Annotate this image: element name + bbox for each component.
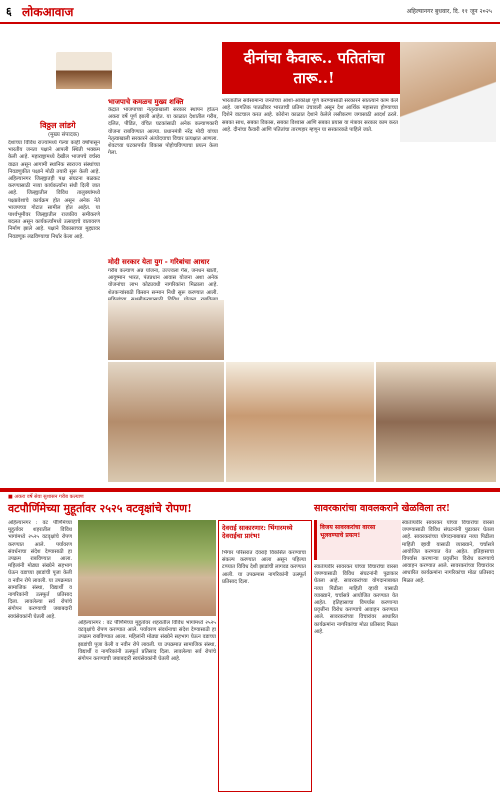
subhead-kamal: भाजपाचे कमळच मुख्य शक्ति	[108, 98, 184, 106]
subhead-modi: मोदी सरकार येता युग - गरिबांचा आधार	[108, 258, 210, 266]
page-number: ६	[6, 5, 12, 18]
editor-photo	[56, 52, 112, 114]
editor-name: विठ्ठल लांडगे	[40, 121, 76, 130]
dateline: अहिल्यानगर बुधवार, दि. ११ जून २०२५	[406, 8, 492, 15]
headline-title: दीनांचा कैवारू.. पतितांचा तारू..!	[243, 49, 385, 87]
photo-meeting	[376, 362, 496, 482]
paper-logo: लोकआवाज	[22, 5, 74, 19]
photo-felicitation	[108, 300, 224, 360]
vat-body: अहिल्यानगर : वट पौर्णिमेच्या मुहूर्तावर शहरातील विविध भागांमध्ये २५२५ वटवृक्षांचे रोपण करण्यात आले. पर्यावरण संवर्धनाचा संदेश देण्यासाठी हा उपक्रम राबविण्यात आला. महिलांनी मोठ्या संख्येने सहभाग घेऊन वडाच्या झाडांची पूजा केली व नवीन रोपे लावली. या उपक्रमात सामाजिक संस्था, विद्यार्थी व नागरिकांनी उत्स्फूर्त प्रतिसाद दिला. लावलेल्या सर्व रोपांचे संगोपन करण्याची जबाबदारी स्वयंसेवकांनी घेतली आहे.	[8, 520, 72, 620]
headline-portrait	[400, 42, 496, 142]
ribbon-text: ■ अकरा वर्षे सेवा सुशासन गरीब कल्याण	[8, 494, 84, 500]
devrai-box-body: भिंगार परिसरात देवराई विकसित करण्याचा संकल्प करण्यात आला असून पहिल्या टप्प्यात विविध देशी झाडांची लागवड करण्यात आली. या उपक्रमास नागरिकांनी उत्स्फूर्त प्रतिसाद दिला.	[222, 550, 306, 585]
masthead	[0, 0, 500, 24]
savarkar-box-title: विजय सावरकरांचा वारसा भूलवण्याचे प्रयत्न!	[320, 524, 376, 539]
savarkar-headline: सावरकारांचा वावलकराने खेळविला तर!	[314, 503, 451, 514]
right-body: भारतातील सर्वसामान्य जनतेच्या आशा-आकांक्षा पूर्ण करण्यासाठी सरकारने सातत्याने काम केले आहे. जागतिक पातळीवर भारताची प्रतिमा उंचावली असून देश आर्थिक महासत्ता होण्याच्या दिशेने वाटचाल करत आहे. कोरोना काळात देशाने केलेले लसीकरण जगासाठी आदर्श ठरले. सबका साथ, सबका विकास, सबका विश्वास आणि सबका प्रयास या मंत्रावर सरकार काम करत आहे. दीनांचा कैवारी आणि पतितांचा तारणहार म्हणून या सरकारकडे पाहिले जाते.	[222, 98, 398, 133]
photo-event-crowd	[226, 362, 374, 482]
profile-body: देशाच्या विविध राज्यांमध्ये गेल्या काही वर्षांपासून भारतीय जनता पक्षाने आपली स्थिती भक्कम केली आहे. महाराष्ट्रामध्ये देखील भाजपचे वर्चस्व वाढत असून आगामी स्थानिक स्वराज्य संस्थांच्या निवडणुकीत पक्षाने मोठी तयारी सुरू केली आहे. अहिल्यानगर जिल्ह्यातही पक्ष संघटना बळकट करण्यासाठी नव्या कार्यकर्त्यांना संधी दिली जात आहे. जिल्ह्यातील विविध तालुक्यांमध्ये पक्षप्रवेशाचे कार्यक्रम होत असून अनेक नेते भाजपच्या गोटात सामील होत आहेत. या पार्श्वभूमीवर जिल्ह्यातील राजकीय समीकरणे बदलत असून कार्यकर्त्यांमध्ये उत्साहाचे वातावरण निर्माण झाले आहे. पक्षाने विकासाच्या मुद्द्यावर निवडणूक लढविण्याचा निर्धार केला आहे.	[8, 140, 100, 240]
vat-photo	[78, 520, 216, 616]
mid-body-1: केंद्रात भाजपाच्या नेतृत्वाखाली सरकार स्थापन होऊन अकरा वर्षे पूर्ण झाली आहेत. या काळात देशातील गरीब, दलित, पीडित, वंचित घटकांसाठी अनेक कल्याणकारी योजना राबविण्यात आल्या. प्रधानमंत्री नरेंद्र मोदी यांच्या नेतृत्वाखाली सरकारने अंत्योदयाचा विचार प्रत्यक्षात आणला. शेवटच्या घटकापर्यंत विकास पोहोचविण्याचा प्रयत्न केला गेला.	[108, 107, 218, 157]
savarkar-body: स्वातंत्र्यवीर सावरकर यांच्या विचारांचा वारसा जपण्यासाठी विविध संघटनांनी पुढाकार घेतला आहे. सावरकरांच्या योगदानाबाबत नव्या पिढीला माहिती व्हावी यासाठी व्याख्याने, चर्चासत्रे आयोजित करण्यात येत आहेत. इतिहासाचा विपर्यास करणाऱ्या प्रवृत्तींना विरोध करण्याचे आवाहन करण्यात आले. सावरकरांच्या विचारांवर आधारित कार्यक्रमांना नागरिकांचा मोठा प्रतिसाद मिळत आहे.	[314, 564, 398, 635]
vat-headline: वटपौर्णिमेच्या मुहूर्तावर २५२५ वटवृक्षांचे रोपण!	[8, 502, 192, 515]
ribbon-band	[0, 488, 500, 492]
editor-role: (मुख्य संपादक)	[48, 132, 80, 138]
devrai-box-title: देवराई साकारणार: भिंगारमध्ये देवराईचा प्रारंभ!	[222, 524, 293, 540]
savarkar-body-2: स्वातंत्र्यवीर सावरकर यांच्या विचारांचा वारसा जपण्यासाठी विविध संघटनांनी पुढाकार घेतला आहे. सावरकरांच्या योगदानाबाबत नव्या पिढीला माहिती व्हावी यासाठी व्याख्याने, चर्चासत्रे आयोजित करण्यात येत आहेत. इतिहासाचा विपर्यास करणाऱ्या प्रवृत्तींना विरोध करण्याचे आवाहन करण्यात आले. सावरकरांच्या विचारांवर आधारित कार्यक्रमांना नागरिकांचा मोठा प्रतिसाद मिळत आहे.	[402, 520, 494, 584]
mid-body-2: गरीब कल्याण अन्न योजना, उज्ज्वला गॅस, जनधन खाती, आयुष्मान भारत, पंतप्रधान आवास योजना अशा अनेक योजनांचा लाभ कोट्यवधी नागरिकांना मिळाला आहे. शेतकऱ्यांसाठी किसान सन्मान निधी सुरू करण्यात आली.	[108, 268, 218, 296]
vat-body-cont: अहिल्यानगर : वट पौर्णिमेच्या मुहूर्तावर शहरातील विविध भागांमध्ये २५२५ वटवृक्षांचे रोपण करण्यात आले. पर्यावरण संवर्धनाचा संदेश देण्यासाठी हा उपक्रम राबविण्यात आला. महिलांनी मोठ्या संख्येने सहभाग घेऊन वडाच्या झाडांची पूजा केली व नवीन रोपे लावली. या उपक्रमात सामाजिक संस्था, विद्यार्थी व नागरिकांनी उत्स्फूर्त प्रतिसाद दिला. लावलेल्या सर्व रोपांचे संगोपन करण्याची जबाबदारी स्वयंसेवकांनी घेतली आहे.	[78, 620, 216, 663]
photo-event-stage	[108, 362, 224, 482]
